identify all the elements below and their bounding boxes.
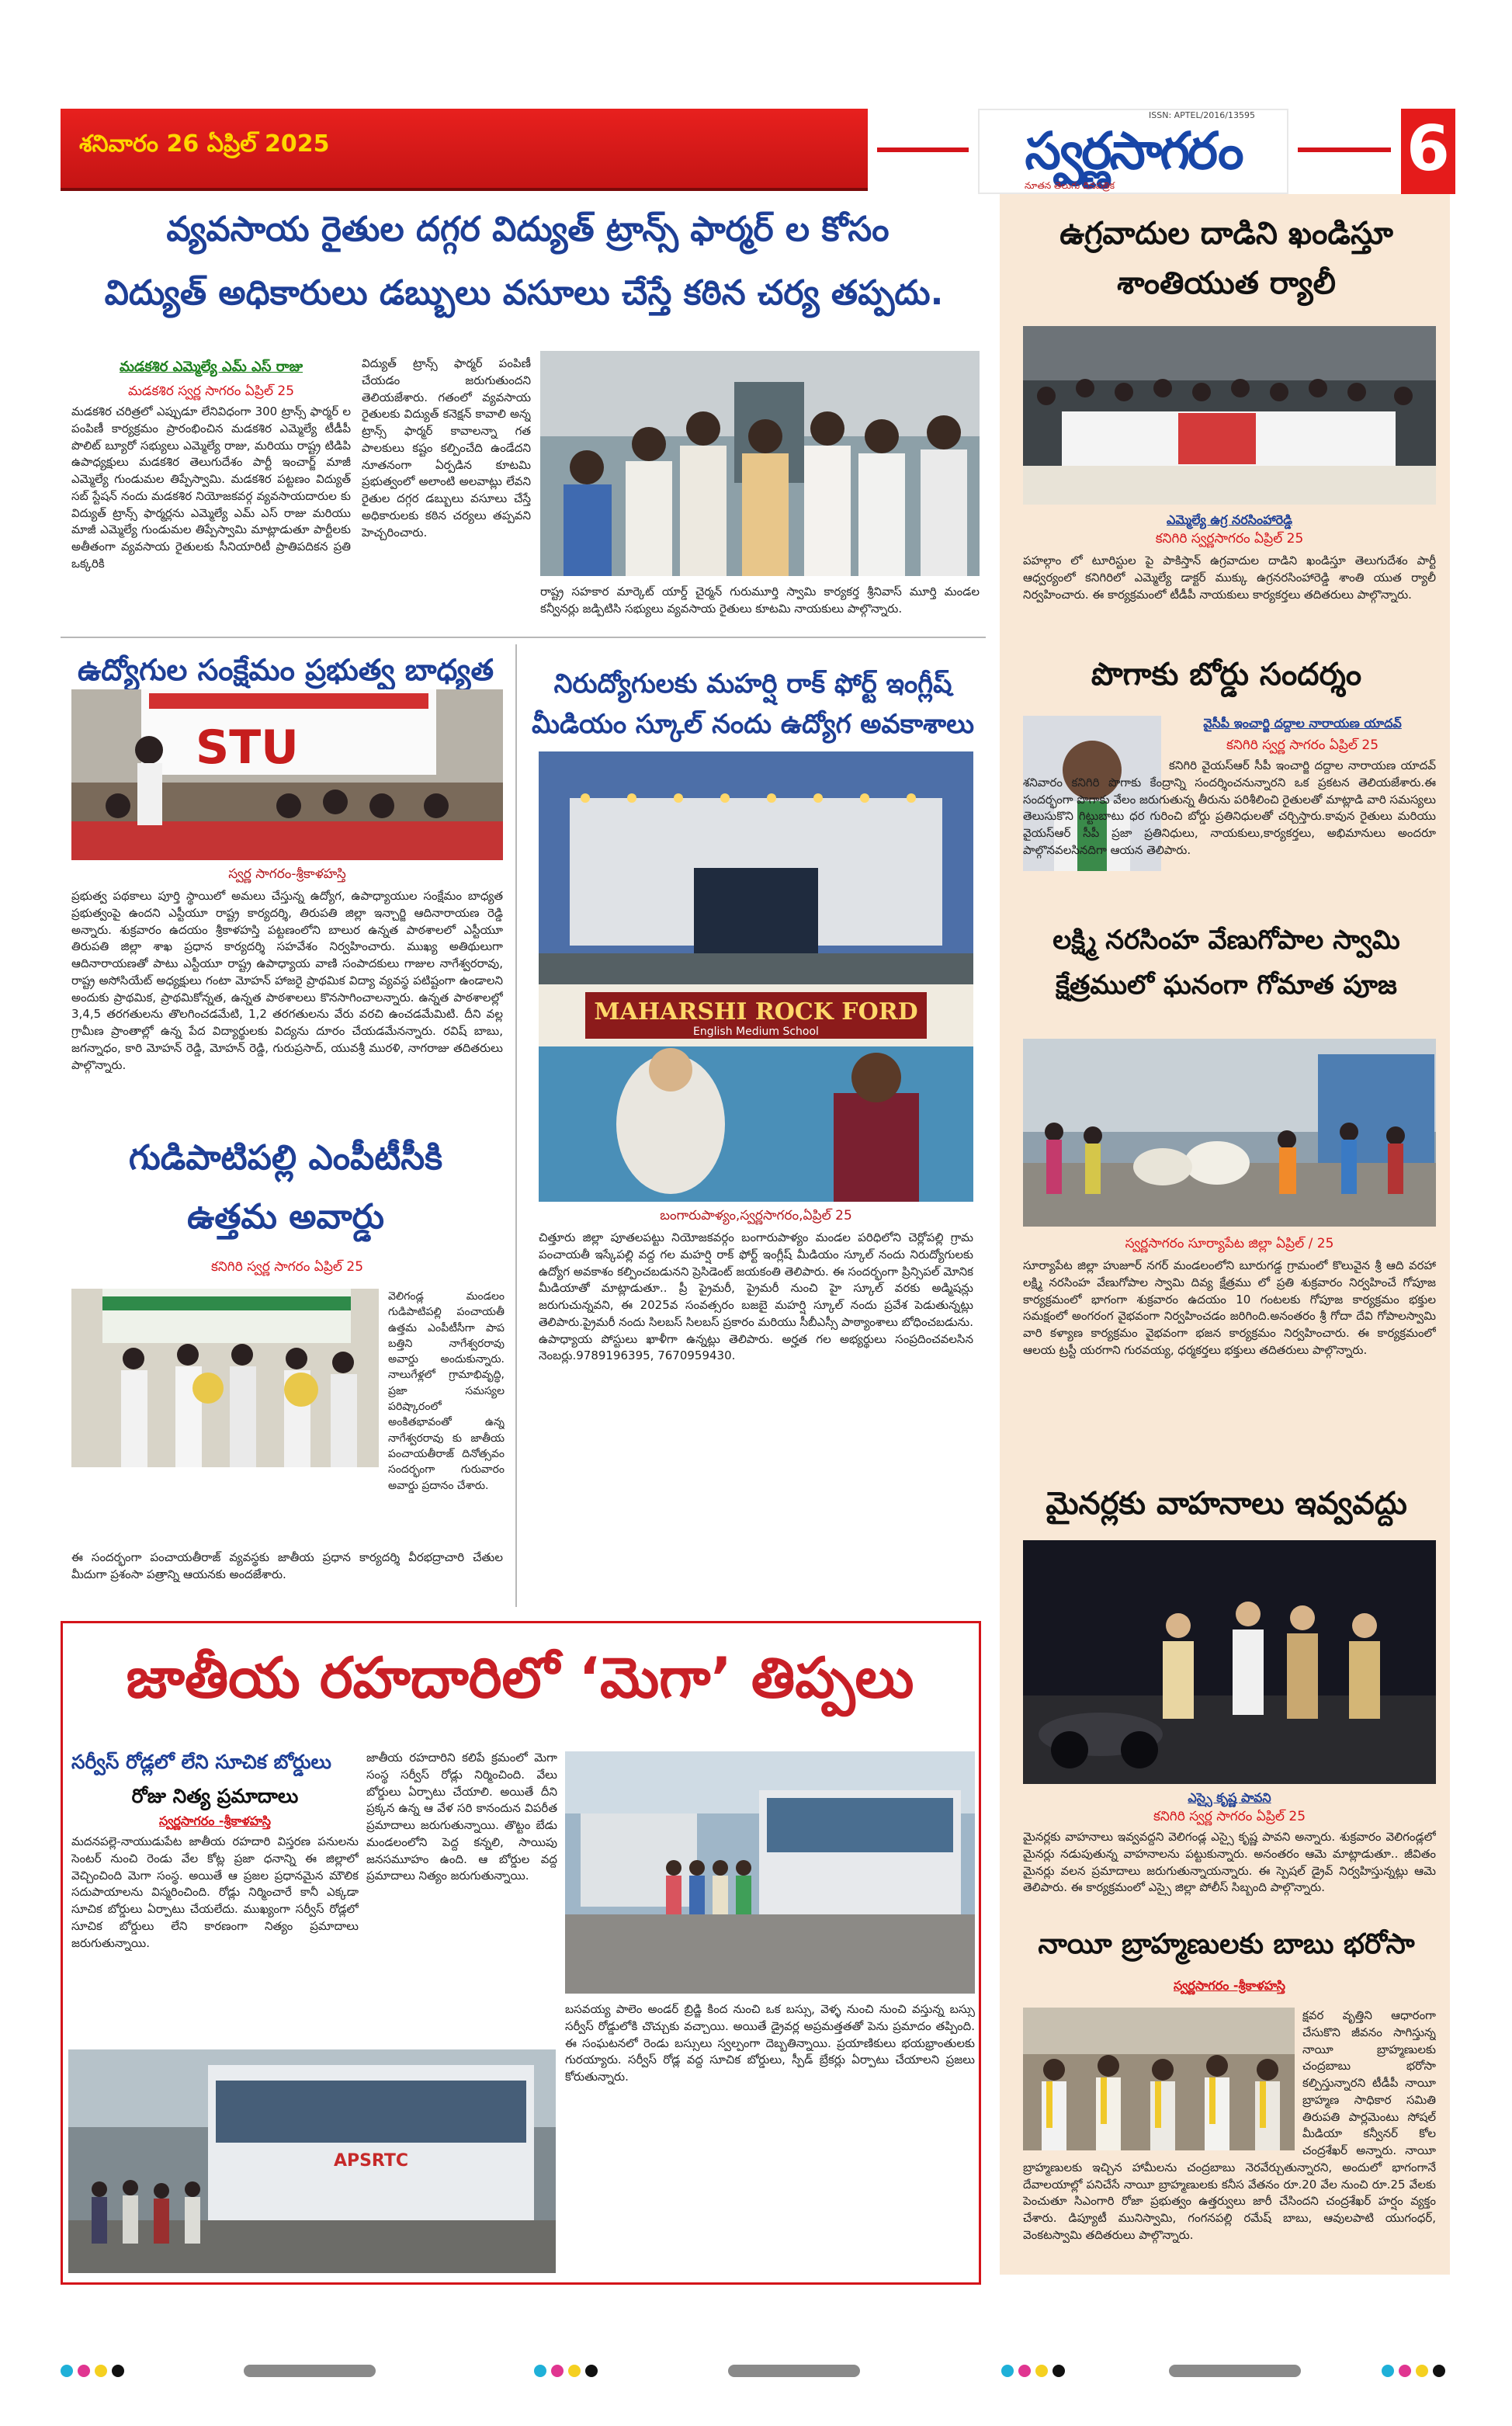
print-registration-strip	[61, 2360, 1450, 2383]
highway-photo-bottom	[68, 2049, 556, 2273]
reg-dot-yellow-4	[1416, 2365, 1428, 2377]
school-body: చిత్తూరు జిల్లా పూతలపట్టు నియోజకవర్గం బంగారుపాళ్యం మండల పరిధిలోని చెర్లోపల్లి గ్రామ పంచాయతీ ఇస్కేపల్లి వద్ద గల మహర్షి రాక్ ఫోర్ట్ ఇంగ్లీష్ మీడియం స్కూల్ నందు నిరుద్యోగులకు ఉద్యోగ అవకాశం కల్పించబడునని ప్రెసిడెంట్ జయకంతి తెలిపారు. ఈ సందర్భంగా ప్రిన్సిపల్ మోనిక మీడియాతో మాట్లాడుతూ.. ప్రీ ప్రైమరీ, ప్రైమరీ నుంచి హై స్కూల్ వరకు అడ్మిషన్లు జరుగుచున్నవని, ఈ 2025వ సంవత్సరం బజబై మహర్షి స్కూల్ నందు ప్రవేశ పెడుతున్నట్లు తెలిపారు.ప్రైమరీ నందు సిలబస్ సిలబస్ ప్రకారం మరియు సీబీఎస్సీ పాఠ్యాంశాలు బోధించబడును. ఉపాధ్యాయ పోస్టులు ఖాళీగా ఉన్నట్లు తెలిపారు. అర్హత గల అభ్యర్థులు సంప్రదించవలసిన నెంబర్లు.9789196395, 7670959430.	[539, 1230, 973, 1363]
school-byline: బంగారుపాళ్యం,స్వర్ణసాగరం,ఏప్రిల్ 25	[660, 1208, 852, 1223]
reg-dot-cyan-3	[1001, 2365, 1014, 2377]
tobacco-byline: కనిగిరి స్వర్ణ సాగరం ఏప్రిల్ 25	[1226, 738, 1379, 753]
reg-dot-magenta	[78, 2365, 90, 2377]
nayee-byline: స్వర్ణసాగరం -శ్రీకాళహస్తి	[1174, 1978, 1285, 1993]
employees-body: ప్రభుత్వ పథకాలు పూర్తి స్థాయిలో అమలు చేస్తున్న ఉద్యోగ, ఉపాధ్యాయుల సంక్షేమం బాధ్యత ప్రభుత్వంపై ఉందని ఎస్టీయూ రాష్ట్ర కార్యదర్శి, తిరుపతి జిల్లా ఇన్చార్జి ఆదినారాయణ రెడ్డి అన్నారు. శుక్రవారం ఉదయం శ్రీకాళహస్తి పట్టణంలోని బాలుర ఉన్నత పాఠశాలలో ఎస్టీయూ తిరుపతి జిల్లా శాఖ ప్రధాన కార్యదర్శి సహవేశం నిర్వహించారు. ముఖ్య అతిథులుగా ఆదినారాయణతో పాటు ఎస్టీయూ రాష్ట్ర ఉపాధ్యాయ వాణి సంపాదకులు గాజుల నాగేశ్వరరావు, రాష్ట్ర అసోసియేట్ అధ్యక్షులు గంటా మోహన్ హాజరై ప్రాథమిక విద్యా వ్యవస్థ పటిష్టంగా ఉండాలని అందుకు ప్రాథమిక, ప్రాథమికోన్నత, ఉన్నత పాఠశాలలు కొనసాగించాలన్నారు. ఉన్నత పాఠశాలల్లో 3,4,5 తరగతులను తొలగించడమేటి, 1,2 తరగతులను వేరు వరచి ఉంచడమేమిటి. దీని వల్ల గ్రామీణ ప్రాంతాల్లో ఉన్న పేద విద్యార్థులకు విద్యను దూరం చేయడమేనన్నారు. రవిష్ బాబు, జగన్నాధం, కారి మోహన్ రెడ్డి, మోహన్ రెడ్డి, గురుప్రసాద్, యువశ్రీ మురళి, నాగరాజు తదితరులు పాల్గొన్నారు.	[71, 889, 503, 1072]
employees-photo	[71, 689, 503, 860]
temple-byline: స్వర్ణసాగరం సూర్యాపేట జిల్లా ఏప్రిల్ / 25	[1125, 1236, 1334, 1251]
minors-photo	[1023, 1540, 1436, 1784]
header-rule	[877, 148, 969, 152]
temple-photo	[1023, 1039, 1436, 1227]
tobacco-subhead: వైసీపీ ఇంచార్జి దద్దాల నారాయణ యాదవ్	[1203, 716, 1402, 731]
highway-body-col2: జాతీయ రహదారిని కలిపే క్రమంలో మెగా సంస్థ సర్వీస్ రోడ్లు నిర్మించింది. వేలు బోర్డులు ఏర్పాటు చేయాలి. అయితే దీని ప్రక్కన ఉన్న ఆ వేళ సరి కానందున విపరీత ప్రమాదాలు జరుగుతున్నాయి. తొట్టం బేడు మండలంలోని పెద్ద కన్నలి, సాయిపు జనసమూహం ఉంది. ఆ బోర్డుల వద్ద ప్రమాదాలు నిత్యం జరుగుతున్నాయి.	[366, 1751, 557, 1883]
highway-byline: స్వర్ణసాగరం -శ్రీకాళహస్తి	[159, 1813, 271, 1828]
lead-photo	[540, 351, 980, 576]
lead-subhead: మడకశిర ఎమ్మెల్యే ఎమ్ ఎస్ రాజు	[119, 359, 303, 375]
highway-body-col3: బసవయ్య పాలెం అండర్ బ్రిడ్జి కింద నుంచి ఒక బస్సు, వెళ్ళ నుంచి నుంచి వస్తున్న బస్సు సర్వీస్ రోడ్డులోకి చొచ్చుకు వచ్చాయి. అయితే డ్రైవర్ల అప్రమత్తతతో పెను ప్రమాదం తప్పింది. ఈ సంఘటనలో రెండు బస్సులు స్వల్పంగా దెబ్బతిన్నాయి. ప్రయాణికులు భయభ్రాంతులకు గురయ్యారు. సర్వీస్ రోడ్ల వద్ద సూచిక బోర్డులు, స్పీడ్ బ్రేకర్లు ఏర్పాటు చేయాలని ప్రజలు కోరుతున్నారు.	[565, 2002, 975, 2084]
bus-label: APSRTC	[333, 2151, 409, 2171]
highway-body-col1: మదనపల్లె-నాయుడుపేట జాతీయ రహదారి విస్తరణ పనులను సెంటర్ నుంచి రెండు వేల కోట్ల ప్రజా ధనాన్ని ఈ జిల్లాలో వెచ్చించింది మెగా సంస్థ. అయితే ఆ ప్రజల ప్రధానమైన మౌలిక సదుపాయాలను విస్మరించింది. రోడ్లు నిర్మించారే కానీ ఎక్కడా సూచిక బోర్డులు ఏర్పాటు చేయలేదు. ముఖ్యంగా సర్వీస్ రోడ్లలో సూచిక బోర్డులు లేని కారణంగా నిత్యం ప్రమాదాలు జరుగుతున్నాయి.	[71, 1834, 359, 1950]
stu-banner: STU	[196, 720, 299, 775]
nayee-headline: నాయీ బ్రాహ్మణులకు బాబు భరోసా	[1038, 1928, 1415, 1960]
school-headline-line1: నిరుద్యోగులకు మహర్షి రాక్ ఫోర్ట్ ఇంగ్లీష్	[553, 668, 952, 699]
minors-caption: ఎస్సై కృష్ణ పావని	[1188, 1790, 1271, 1805]
reg-bar-3	[1169, 2365, 1301, 2377]
header-rule-right	[1298, 148, 1391, 152]
lead-byline: మడకశిర స్వర్ణ సాగరం ఏప్రిల్ 25	[127, 384, 295, 399]
temple-body: సూర్యాపేట జిల్లా హుజూర్ నగర్ మండలంలోని బూరుగడ్డ గ్రామంలో కొలువైన శ్రీ ఆది వరహా లక్ష్మి నరసింహ వేణుగోపాల స్వామి దివ్య క్షేత్రము లో ప్రతి శుక్రవారం నిర్వహించే గోపూజ కార్యక్రమంలో భాగంగా శుక్రవారం ఉదయం 10 గంటలకు గోపూజ కార్యక్రమం భక్తుల సమక్షంలో అంగరంగ వైభవంగా నిర్వహించడం జరిగింది.అనంతరం శ్రీ గోదా దేవి గోపాలస్వామి వారి కళ్యాణ కార్యక్రమం వైభవంగా భజన కార్యక్రమం నిర్వహించారు. ఈ కార్యక్రమంలో ఆలయ ట్రస్టీ యరగాని గురవయ్య, ధర్మకర్తలు భక్తులు తదితరులు పాల్గొన్నారు.	[1023, 1258, 1436, 1357]
rally-headline-line1: ఉగ్రవాదుల దాడిని ఖండిస్తూ	[1059, 216, 1393, 252]
issue-date: శనివారం 26 ఏప్రిల్ 2025	[79, 130, 330, 158]
reg-bar-2	[728, 2365, 860, 2377]
tobacco-body: కనిగిరి వైయస్ఆర్ సీపీ ఇంచార్జి దద్దాల నారాయణ యాదవ్ శనివారం కనిగిరి పొగాకు కేంద్రాన్ని సందర్శించనున్నారని ఒక ప్రకటన తెలియజేశారు.ఈ సందర్భంగా పొగాకు వేలం జరుగుతున్న తీరును పరిశీలించి రైతులతో మాట్లాడి వారి సమస్యలు తెలుసుకొని గిట్టుబాటు ధర గురించి బోర్డు ప్రతినిధులతో చర్చిస్తారు.కావున రైతులు మరియు వైయస్ఆర్ సీపీ ప్రజా ప్రతినిధులు, నాయకులు,కార్యకర్తలు, అభిమానులు అందరూ పాల్గొనవలసినదిగా ఆయన తెలిపారు.	[1023, 758, 1436, 857]
right-column-panel	[1000, 194, 1450, 2275]
masthead-issn: ISSN: APTEL/2016/13595	[1149, 110, 1255, 120]
reg-dot-cyan-4	[1382, 2365, 1394, 2377]
lead-headline-line1: వ్యవసాయ రైతుల దగ్గర విద్యుత్ ట్రాన్స్ ఫార్మర్ ల కోసం	[166, 210, 890, 249]
minors-body: మైనర్లకు వాహనాలు ఇవ్వవద్దని వెలిగండ్ల ఎస్సై కృష్ణ పావని అన్నారు. శుక్రవారం వెలిగండ్లలో మైనర్లు నడుపుతున్న వాహనాలను పట్టుకున్నారు. అనంతరం ఆమె మాట్లాడుతూ.. జీవితం మైనర్లు వలన ప్రమాదాలు జరుగుతున్నాయన్నారు. ఈ స్పెషల్ డ్రైవ్ నిర్వహిస్తున్నట్లు ఆమె తెలిపారు. ఈ కార్యక్రమంలో ఎస్సై జిల్లా పోలీస్ సిబ్బంది పాల్గొన్నారు.	[1023, 1830, 1436, 1895]
lead-headline-line2: విద్యుత్ అధికారులు డబ్బులు వసూలు చేస్తే కఠిన చర్య తప్పదు.	[104, 273, 944, 313]
masthead-tagline: నూతన తెలుగు దినపత్రిక	[1025, 180, 1115, 191]
rally-body: పహల్గాం లో టూరిస్టుల పై పాకిస్తాన్ ఉగ్రవాదుల దాడిని ఖండిస్తూ తెలుగుదేశం పార్టీ ఆధ్వర్యంలో కనిగిరిలో ఎమ్మెల్యే డాక్టర్ ముక్కు ఉగ్రనరసింహారెడ్డి శాంతి యుత ర్యాలీ నిర్వహించారు. ఈ కార్యక్రమంలో టీడీపీ నాయకులు కార్యకర్తలు తదితరులు పాల్గొన్నారు.	[1023, 554, 1436, 602]
tobacco-headline: పొగాకు బోర్డు సందర్శం	[1091, 657, 1362, 692]
school-photo	[539, 751, 973, 1202]
reg-dot-black	[112, 2365, 124, 2377]
employees-headline: ఉద్యోగుల సంక్షేమం ప్రభుత్వ బాధ్యత	[77, 653, 494, 687]
award-body-end: ఈ సందర్భంగా పంచాయతీరాజ్ వ్యవస్థకు జాతీయ ప్రధాన కార్యదర్శి వీరభద్రాచారి చేతుల మీదుగా ప్రశంసా పత్రాన్ని ఆయనకు అందజేశారు.	[71, 1550, 503, 1581]
reg-dot-black-2	[585, 2365, 598, 2377]
masthead-logo: స్వర్ణసాగరం	[1025, 120, 1242, 181]
employees-byline: స్వర్ణ సాగరం-శ్రీకాళహస్తి	[228, 866, 346, 882]
rally-caption: ఎమ్మెల్యే ఉగ్ర నరసింహారెడ్డి	[1167, 512, 1292, 527]
award-headline-line2: ఉత్తమ అవార్డు	[187, 1197, 384, 1237]
page-number: 6	[1406, 113, 1450, 185]
reg-dot-cyan-2	[534, 2365, 546, 2377]
rally-photo	[1023, 326, 1436, 505]
rally-byline: కనిగిరి స్వర్ణసాగరం ఏప్రిల్ 25	[1155, 531, 1304, 547]
nayee-photo-spacer	[1023, 2008, 1302, 2152]
highway-photo-top	[565, 1751, 975, 1994]
award-body: వెలిగండ్ల మండలం గుడిపాటిపల్లి పంచాయతీ ఉత్తమ ఎంపీటీసీగా పాప బత్తిని నాగేశ్వరరావు అవార్డు అందుకున్నారు. నాలుగేళ్లలో గ్రామాభివృద్ధి, ప్రజా సమస్యల పరిష్కారంలో అంకితభావంతో ఉన్న నాగేశ్వరరావు కు జాతీయ పంచాయతీరాజ్ దినోత్సవం సందర్భంగా గురువారం అవార్డు ప్రదానం చేశారు.	[388, 1290, 505, 1492]
rally-headline-line2: శాంతియుత ర్యాలీ	[1117, 266, 1336, 301]
reg-bar	[244, 2365, 376, 2377]
school-sign-sub: English Medium School	[693, 1026, 819, 1038]
nayee-body	[1023, 2008, 1436, 2272]
minors-byline: కనిగిరి స్వర్ణ సాగరం ఏప్రిల్ 25	[1153, 1809, 1306, 1824]
award-headline-line1: గుడిపాటిపల్లి ఎంపీటీసీకి	[128, 1138, 443, 1178]
reg-dot-yellow	[95, 2365, 107, 2377]
lead-body-col2: విద్యుత్ ట్రాన్స్ ఫార్మర్ పంపిణీ చేయడం జరుగుతుందని తెలియజేశారు. గతంలో వ్యవసాయ రైతులకు విద్యుత్ కనెక్షన్ కావాలి అన్న ట్రాన్స్ ఫార్మర్ కావాలన్నా గత పాలకులు కష్టం కల్పించేది ఉండేదని నూతనంగా ఏర్పడిన కూటమి ప్రభుత్వంలో అలాంటి అలవాట్లు లేవని రైతుల దగ్గర డబ్బులు వసూలు చేస్తే అధికారులకు కఠిన చర్యలు తప్పవని హెచ్చరించారు.	[362, 356, 531, 540]
reg-dot-magenta-2	[551, 2365, 564, 2377]
highway-subhead2: రోజు నిత్య ప్రమాదాలు	[131, 1785, 299, 1807]
section-divider	[61, 637, 986, 638]
highway-headline: జాతీయ రహదారిలో ‘మెగా’ తిప్పలు	[126, 1645, 914, 1710]
reg-dot-black-3	[1053, 2365, 1065, 2377]
award-photo	[71, 1289, 379, 1467]
reg-dot-magenta-4	[1399, 2365, 1411, 2377]
temple-headline-line1: లక్ష్మి నరసింహ వేణుగోపాల స్వామి	[1053, 925, 1400, 956]
lead-body-col1: మడకశిర చరిత్రలో ఎప్పుడూ లేనివిధంగా 300 ట్రాన్స్ ఫార్మర్ ల పంపిణీ కార్యక్రమం ప్రారంభించిన మడకశిర ఎమ్మెల్యే టీడీపీ పొలిట్ బ్యూరో సభ్యులు ఎమ్మెల్యే రాజు, మరియు రాష్ట్ర టిడిపి ఉపాధ్యక్షులు మడకశిర తెలుగుదేశం పార్టీ ఇంచార్జ్ మాజీ ఎమ్మెల్యే గుండుమల తిప్పేస్వామి. మడకశిర పట్టణం విద్యుత్ సబ్ స్టేషన్ నందు మడకశిర నియోజకవర్గ వ్యవసాయదారుల కు విద్యుత్ ట్రాన్స్ ఫార్మర్లను ఎమ్మెల్యే ఎమ్ ఎస్ రాజు మరియు మాజీ ఎమ్మెల్యే గుండుమల తిప్పేస్వామి మాట్లాడుతూ పార్టీలకు అతీతంగా వ్యవసాయ రైతులకు సీనియారిటీ ప్రాతిపదికన ప్రతి ఒక్కరికి	[71, 404, 351, 571]
column-divider	[515, 644, 517, 1607]
temple-headline-line2: క్షేత్రములో ఘనంగా గోమాత పూజ	[1056, 970, 1397, 1001]
school-sign: MAHARSHI ROCK FORD	[594, 998, 918, 1026]
reg-dot-magenta-3	[1018, 2365, 1031, 2377]
reg-dot-cyan	[61, 2365, 73, 2377]
highway-subhead: సర్వీస్ రోడ్లలో లేని సూచిక బోర్డులు	[71, 1751, 331, 1773]
reg-dot-yellow-3	[1035, 2365, 1048, 2377]
reg-dot-yellow-2	[568, 2365, 581, 2377]
school-headline-line2: మీడియం స్కూల్ నందు ఉద్యోగ అవకాశాలు	[531, 709, 975, 740]
lead-body-col3: రాష్ట్ర సహకార మార్కెట్ యార్డ్ చైర్మన్ గురుమూర్తి స్వామి కార్యకర్త శ్రీనివాస్ మూర్తి మండల కన్వీనర్లు జడ్పిటిసి సభ్యులు వ్యవసాయ రైతులు కూటమి నాయకులు పాల్గొన్నారు.	[540, 585, 980, 616]
reg-dot-black-4	[1433, 2365, 1445, 2377]
nayee-body-text: క్షవర వృత్తిని ఆధారంగా చేసుకొని జీవనం సాగిస్తున్న నాయీ బ్రాహ్మణులకు చంద్రబాబు భరోసా కల్పిస్తున్నారని టీడీపీ నాయీ బ్రాహ్మణ సాధికార సమితి తిరుపతి పార్లమెంటు సోషల్ మీడియా కన్వీనర్ కోల చంద్రశేఖర్ అన్నారు. నాయీ బ్రాహ్మణులకు ఇచ్చిన హామీలను చంద్రబాబు నెరవేర్చుతున్నారని, అందులో భాగంగానే దేవాలయాల్లో పనిచేసే నాయీ బ్రాహ్మణులకు కనీస వేతనం రూ.20 వేల నుంచి రూ.25 వేలకు పెంచుతూ సిఎంగారి రోజా ప్రభుత్వం ఉత్తర్వులు జారీ చేసిందని చంద్రశేఖర్ హర్షం వ్యక్తం చేశారు. డిప్యూటీ మునిస్వామి, గంగనపల్లి రమేష్ బాబు, ఆవులపాటి యుగంధర్, వెంకటస్వామి తదితరులు పాల్గొన్నారు.	[1023, 2008, 1436, 2242]
minors-headline: మైనర్లకు వాహనాలు ఇవ్వవద్దు	[1046, 1486, 1407, 1522]
award-byline: కనిగిరి స్వర్ణ సాగరం ఏప్రిల్ 25	[210, 1259, 364, 1275]
